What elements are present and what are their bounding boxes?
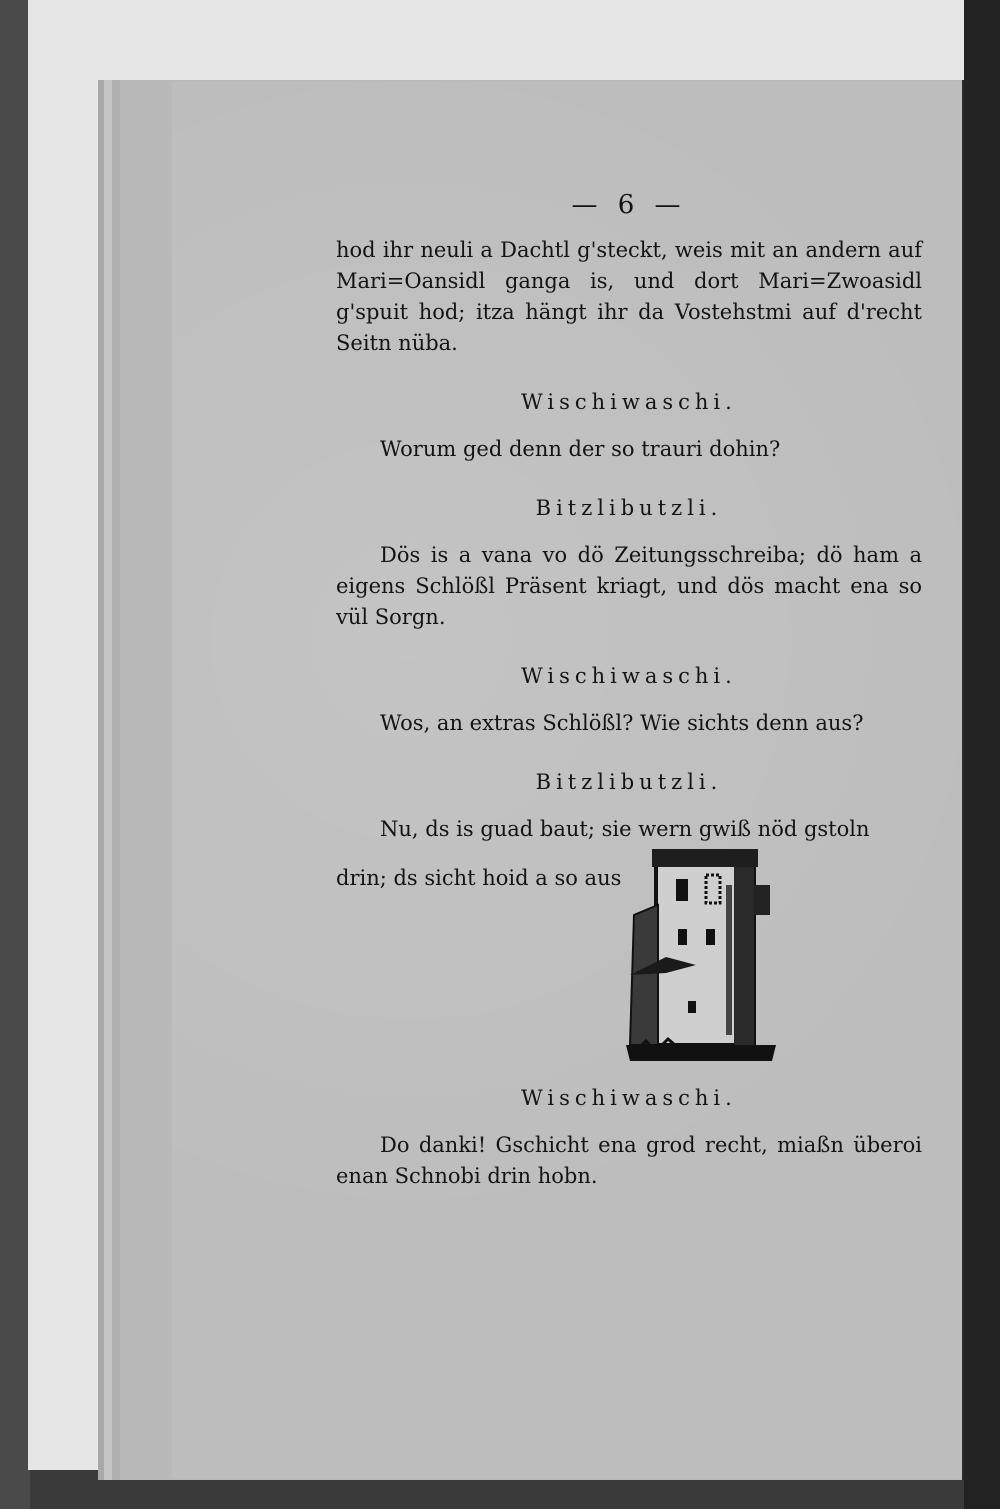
- paragraph: Worum ged denn der so trauri dohin?: [380, 437, 781, 461]
- paragraph: Dös is a vana vo dö Zeitungsschreiba; dö ham a eigens Schlößl Präsent kriagt, und dös macht ena so vül Sorgn.: [336, 543, 922, 629]
- paragraph: Wos, an extras Schlößl? Wie sichts denn aus?: [380, 711, 864, 735]
- paragraph: Do danki! Gschicht ena grod recht, miaßn überoi enan Schnobi drin hobn.: [336, 1133, 922, 1188]
- illustration-row: [336, 845, 922, 1077]
- paragraph: drin; ds sicht hoid a so aus: [336, 866, 622, 890]
- speaker-name: Wischiwaschi.: [521, 390, 737, 414]
- paragraph: Nu, ds is guad baut; sie wern gwiß nöd gstoln: [380, 817, 870, 841]
- book-cover-left: [0, 0, 30, 1509]
- speaker-name: Wischiwaschi.: [521, 1086, 737, 1110]
- page-text: [336, 190, 922, 1192]
- page-number: — 6 —: [571, 190, 687, 220]
- book-cover-right: [964, 0, 1000, 1509]
- paragraph: hod ihr neuli a Dachtl g'steckt, weis mit an andern auf Mari=Oansidl ganga is, und dort Mari=Zwoasidl g'spuit hod; itza hängt ihr da Vostehstmi auf d'recht Seitn nüba.: [336, 238, 922, 355]
- tower-woodcut-icon: [626, 845, 776, 1070]
- speaker-name: Bitzlibutzli.: [535, 770, 723, 794]
- speaker-name: Bitzlibutzli.: [535, 496, 723, 520]
- speaker-name: Wischiwaschi.: [521, 664, 737, 688]
